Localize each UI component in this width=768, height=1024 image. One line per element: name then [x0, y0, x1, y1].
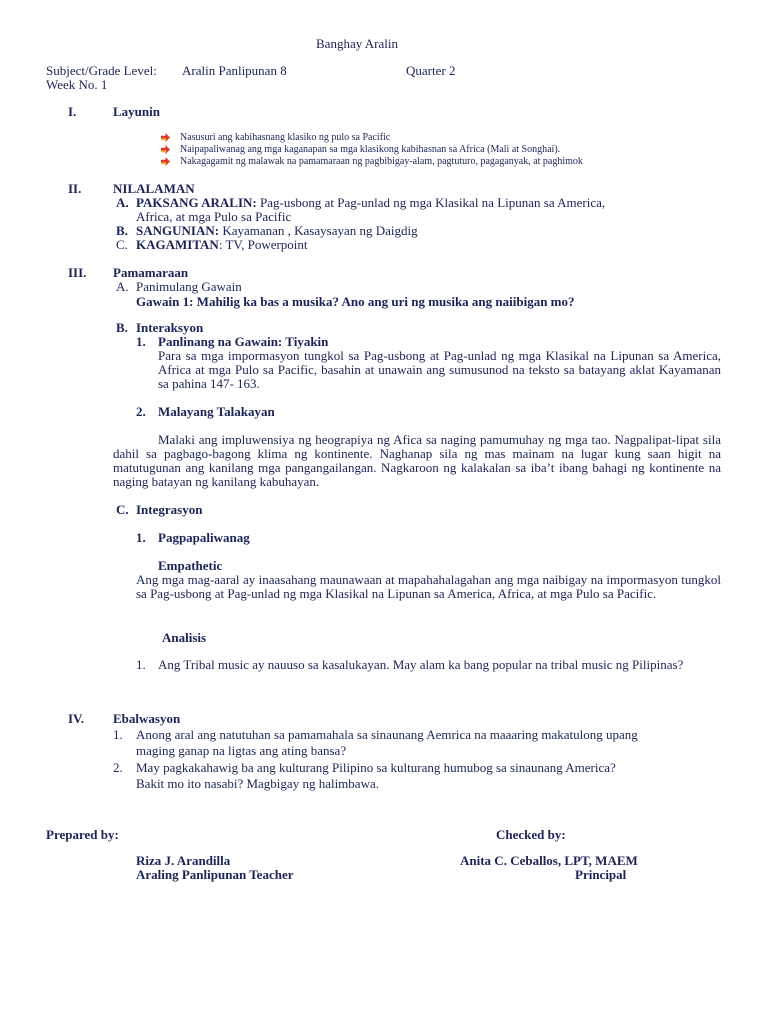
section-2-number: II. — [68, 181, 82, 196]
prepared-name: Riza J. Arandilla — [136, 853, 231, 868]
section-4-number: IV. — [68, 711, 85, 726]
question-1-line-2: maging ganap na ligtas ang ating bansa? — [136, 743, 347, 758]
subject-value: Aralin Panlipunan 8 — [182, 63, 287, 78]
pagpapaliwanag-label: Pagpapaliwanag — [158, 530, 250, 545]
item-letter: B. — [116, 320, 128, 335]
kagamitan-text: : TV, Powerpoint — [218, 237, 308, 252]
panlinang-paragraph: Para sa mga impormasyon tungkol sa Pag-usbong at Pag-unlad ng mga Klasikal na Lipunan sa America, Africa at mga Pulo sa Pacific, basahin at unawain ang sumusunod na teksto sa batayang aklat Kayamanan sa pahina 147- 163. — [158, 348, 721, 391]
item-letter: A. — [116, 279, 129, 294]
empathetic-paragraph: Ang mga mag-aaral ay inaasahang maunawaan at mapahahalagahan ang mga naibigay na impormasyon tungkol sa Pag-usbong at Pag-unlad ng mga Klasikal na Lipunan sa America, Africa, at mga Pulo sa Pacific. — [136, 572, 721, 601]
panimulang-gawain-label: Panimulang Gawain — [136, 279, 242, 294]
paksang-aralin — [136, 196, 605, 210]
paksang-aralin-label: PAKSANG ARALIN: — [136, 195, 257, 210]
item-letter: C. — [116, 502, 129, 517]
item-letter: A. — [116, 195, 129, 210]
paksang-aralin-text-cont: Africa, at mga Pulo sa Pacific — [136, 209, 292, 224]
checked-by-label: Checked by: — [496, 827, 566, 842]
section-3-number: III. — [68, 265, 87, 280]
quarter-label: Quarter 2 — [406, 63, 456, 78]
section-1-number: I. — [68, 104, 77, 119]
question-number: 1. — [113, 727, 123, 742]
prepared-by-label: Prepared by: — [46, 827, 119, 842]
item-letter: B. — [116, 223, 128, 238]
talakayan-paragraph: Malaki ang impluwensiya ng heograpiya ng Afica sa naging pamumuhay ng mga tao. Nagpalipat-lipat sila dahil sa pagbago-bagong klima ng kontinente. Naghanap sila ng mas mainam na lugar kung saan higit na matutugunan ang kanilang mga pangangailangan. Nagkaroon ng kalakalan sa iba’t ibang bahagi ng kontinente na naging batayan ng kanilang kabuhayan. — [113, 432, 721, 489]
kagamitan — [136, 238, 308, 252]
panlinang-label: Panlinang na Gawain: Tiyakin — [158, 334, 329, 349]
section-2-heading: NILALAMAN — [113, 181, 195, 196]
sangunian — [136, 224, 418, 238]
sangunian-text: Kayamanan , Kasaysayan ng Daigdig — [219, 223, 418, 238]
sangunian-label: SANGUNIAN: — [136, 223, 220, 238]
section-3-heading: Pamamaraan — [113, 265, 189, 280]
sub-item-number: 2. — [136, 404, 146, 419]
subject-label: Subject/Grade Level: — [46, 63, 157, 78]
integrasyon-label: Integrasyon — [136, 502, 203, 517]
arrow-bullet-icon — [161, 145, 170, 154]
item-letter: C. — [116, 237, 128, 252]
arrow-bullet-icon — [161, 157, 170, 166]
question-number: 2. — [113, 760, 123, 775]
objective-item: Naipapaliwanag ang mga kaganapan sa mga klasikong kabihasnan sa Africa (Mali at Songhai). — [180, 144, 561, 155]
interaksyon-label: Interaksyon — [136, 320, 204, 335]
checked-name: Anita C. Ceballos, LPT, MAEM — [460, 853, 638, 868]
analisis-label: Analisis — [162, 630, 207, 645]
malayang-talakayan-label: Malayang Talakayan — [158, 404, 275, 419]
paksang-aralin-text: Pag-usbong at Pag-unlad ng mga Klasikal na Lipunan sa America, — [256, 195, 606, 210]
empathetic-label: Empathetic — [158, 558, 223, 573]
analisis-question: Ang Tribal music ay nauuso sa kasalukayan. May alam ka bang popular na tribal music ng Pilipinas? — [158, 657, 684, 672]
section-4-heading: Ebalwasyon — [113, 711, 181, 726]
objective-item: Nakagagamit ng malawak na pamamaraan ng pagbibigay-alam, pagtuturo, pagaganyak, at paghimok — [180, 156, 583, 167]
gawain-1-text: Gawain 1: Mahilig ka bas a musika? Ano ang uri ng musika ang naiibigan mo? — [136, 294, 575, 309]
question-2-line-2: Bakit mo ito nasabi? Magbigay ng halimbawa. — [136, 776, 379, 791]
arrow-bullet-icon — [161, 133, 170, 142]
sub-item-number: 1. — [136, 334, 146, 349]
question-1-line-1: Anong aral ang natutuhan sa pamamahala sa sinaunang Aemrica na maaaring makatulong upang — [136, 727, 638, 742]
prepared-title: Araling Panlipunan Teacher — [136, 867, 294, 882]
kagamitan-label: KAGAMITAN — [136, 237, 219, 252]
week-label: Week No. 1 — [46, 77, 108, 92]
objective-item: Nasusuri ang kabihasnang klasiko ng pulo sa Pacific — [180, 132, 391, 143]
checked-title: Principal — [575, 867, 627, 882]
analisis-number: 1. — [136, 657, 146, 672]
question-2-line-1: May pagkakahawig ba ang kulturang Pilipino sa kulturang humubog sa sinaunang America? — [136, 760, 616, 775]
section-1-heading: Layunin — [113, 104, 160, 119]
sub-item-number: 1. — [136, 530, 146, 545]
document-title: Banghay Aralin — [316, 36, 398, 51]
